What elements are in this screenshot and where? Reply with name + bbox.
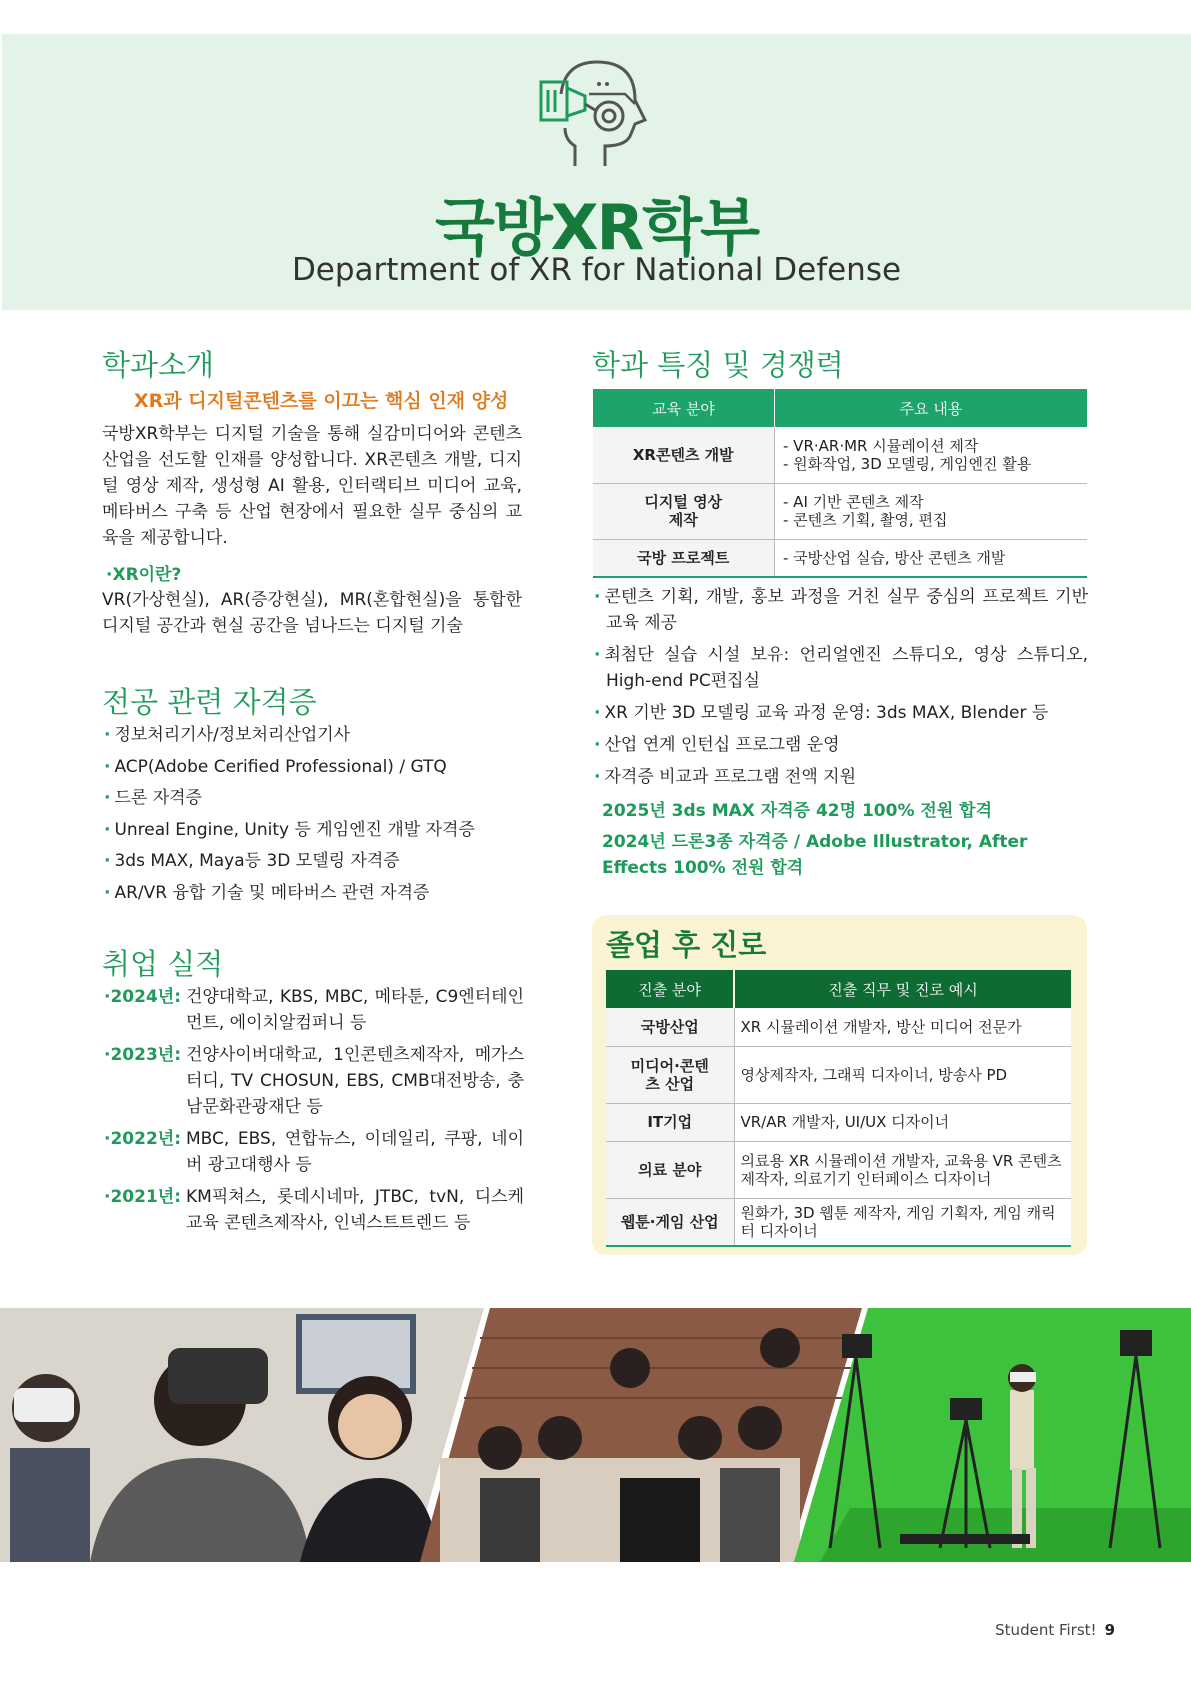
certs-heading: 전공 관련 자격증 bbox=[102, 685, 317, 719]
table-header: 교육 분야 bbox=[593, 389, 775, 427]
list-item bbox=[104, 1126, 524, 1178]
table-row bbox=[606, 1046, 1071, 1103]
career-table bbox=[606, 970, 1071, 1247]
vr-headset-icon bbox=[535, 54, 665, 174]
page-header bbox=[2, 34, 1191, 310]
table-cell: XR 시뮬레이션 개발자, 방산 미디어 전문가 bbox=[734, 1008, 1071, 1046]
job-year: ·2021년: bbox=[104, 1187, 181, 1207]
footer-slogan: Student First! bbox=[995, 1621, 1097, 1639]
job-text: 건양대학교, KBS, MBC, 메타툰, C9엔터테인먼트, 에이치알컴퍼니 등 bbox=[186, 987, 524, 1033]
list-item bbox=[104, 1184, 524, 1236]
photo-collage bbox=[0, 1308, 1191, 1562]
jobs-list bbox=[104, 984, 524, 1242]
photo-green-screen bbox=[794, 1308, 1191, 1562]
job-year: ·2023년: bbox=[104, 1045, 181, 1065]
table-row bbox=[593, 483, 1088, 539]
result-2025: 2025년 3ds MAX 자격증 42명 100% 전원 합격 bbox=[602, 801, 993, 821]
job-year: ·2024년: bbox=[104, 987, 181, 1007]
table-row bbox=[606, 1141, 1071, 1198]
list-item: · 산업 연계 인턴십 프로그램 운영 bbox=[594, 732, 1088, 758]
job-text: KM픽쳐스, 롯데시네마, JTBC, tvN, 디스케 교육 콘텐츠제작사, 인넥스트트렌드 등 bbox=[186, 1187, 524, 1233]
table-cell: - AI 기반 콘텐츠 제작 - 콘텐츠 기획, 촬영, 편집 bbox=[775, 483, 1088, 539]
list-item: · 자격증 비교과 프로그램 전액 지원 bbox=[594, 764, 1088, 790]
table-row bbox=[606, 1103, 1071, 1141]
table-cell: 의료 분야 bbox=[606, 1141, 734, 1198]
table-cell: 국방산업 bbox=[606, 1008, 734, 1046]
intro-heading: 학과소개 bbox=[102, 348, 215, 382]
list-item: · 정보처리기사/정보처리산업기사 bbox=[104, 720, 534, 752]
table-row bbox=[606, 1198, 1071, 1246]
job-text: 건양사이버대학교, 1인콘텐츠제작자, 메가스터디, TV CHOSUN, EBS, CMB대전방송, 충남문화관광재단 등 bbox=[186, 1045, 524, 1117]
table-header: 주요 내용 bbox=[775, 389, 1088, 427]
table-cell: 미디어·콘텐츠 산업 bbox=[606, 1046, 734, 1103]
photo-vr-class bbox=[0, 1308, 484, 1562]
list-item: · ACP(Adobe Cerified Professional) / GTQ bbox=[104, 752, 534, 784]
career-heading: 졸업 후 진로 bbox=[606, 928, 767, 962]
table-cell: XR콘텐츠 개발 bbox=[593, 427, 775, 483]
list-item: · XR 기반 3D 모델링 교육 과정 운영: 3ds MAX, Blender 등 bbox=[594, 700, 1088, 726]
photo-students bbox=[420, 1308, 862, 1562]
table-cell: VR/AR 개발자, UI/UX 디자이너 bbox=[734, 1103, 1071, 1141]
list-item: · AR/VR 융합 기술 및 메타버스 관련 자격증 bbox=[104, 878, 534, 910]
page-subtitle: Department of XR for National Defense bbox=[291, 252, 902, 288]
intro-body: 국방XR학부는 디지털 기술을 통해 실감미디어와 콘텐츠 산업을 선도할 인재를 양성합니다. XR콘텐츠 개발, 디지털 영상 제작, 생성형 AI 활용, 인터랙티브 미디어 교육, 메타버스 구축 등 산업 현장에서 필요한 실무 중심의 교육을 제공합니다. bbox=[102, 424, 522, 548]
intro-highlight: XR과 디지털콘텐츠를 이끄는 핵심 인재 양성 bbox=[134, 390, 509, 412]
table-cell: 웹툰·게임 산업 bbox=[606, 1198, 734, 1246]
features-table bbox=[592, 389, 1087, 578]
page-title: 국방XR학부 bbox=[434, 191, 759, 264]
list-item bbox=[104, 984, 524, 1036]
table-cell: 디지털 영상 제작 bbox=[593, 483, 775, 539]
table-cell: 원화가, 3D 웹툰 제작자, 게임 기획자, 게임 캐릭터 디자이너 bbox=[734, 1198, 1071, 1246]
table-row bbox=[606, 1008, 1071, 1046]
xr-body: VR(가상현실), AR(증강현실), MR(혼합현실)을 통합한 디지털 공간과 현실 공간을 넘나드는 디지털 기술 bbox=[102, 590, 522, 636]
page-footer bbox=[995, 1621, 1115, 1639]
features-list bbox=[594, 584, 1088, 796]
table-cell: 영상제작자, 그래픽 디자이너, 방송사 PD bbox=[734, 1046, 1071, 1103]
certs-list bbox=[104, 720, 534, 910]
list-item: · 3ds MAX, Maya등 3D 모델링 자격증 bbox=[104, 846, 534, 878]
table-row bbox=[593, 427, 1088, 483]
table-cell: - 국방산업 실습, 방산 콘텐츠 개발 bbox=[775, 539, 1088, 577]
xr-label: ·XR이란? bbox=[106, 565, 182, 585]
result-2024: 2024년 드론3종 자격증 / Adobe Illustrator, After Effects 100% 전원 합격 bbox=[602, 832, 1028, 878]
list-item: · Unreal Engine, Unity 등 게임엔진 개발 자격증 bbox=[104, 815, 534, 847]
jobs-heading: 취업 실적 bbox=[102, 947, 224, 981]
list-item: · 최첨단 실습 시설 보유: 언리얼엔진 스튜디오, 영상 스튜디오, High-end PC편집실 bbox=[594, 642, 1088, 694]
table-row bbox=[593, 539, 1088, 577]
photo-strip bbox=[0, 1308, 1191, 1562]
table-cell: - VR·AR·MR 시뮬레이션 제작 - 원화작업, 3D 모델링, 게임엔진 활용 bbox=[775, 427, 1088, 483]
list-item bbox=[104, 1042, 524, 1120]
list-item: · 드론 자격증 bbox=[104, 783, 534, 815]
job-year: ·2022년: bbox=[104, 1129, 181, 1149]
table-cell: 국방 프로젝트 bbox=[593, 539, 775, 577]
table-cell: IT기업 bbox=[606, 1103, 734, 1141]
list-item: · 콘텐츠 기획, 개발, 홍보 과정을 거친 실무 중심의 프로젝트 기반 교육 제공 bbox=[594, 584, 1088, 636]
job-text: MBC, EBS, 연합뉴스, 이데일리, 쿠팡, 네이버 광고대행사 등 bbox=[186, 1129, 524, 1175]
table-header: 진출 직무 및 진로 예시 bbox=[734, 970, 1071, 1008]
table-cell: 의료용 XR 시뮬레이션 개발자, 교육용 VR 콘텐츠 제작자, 의료기기 인터페이스 디자이너 bbox=[734, 1141, 1071, 1198]
career-panel bbox=[592, 915, 1087, 1255]
page-number: 9 bbox=[1104, 1621, 1115, 1639]
table-header: 진출 분야 bbox=[606, 970, 734, 1008]
features-heading: 학과 특징 및 경쟁력 bbox=[592, 348, 844, 382]
